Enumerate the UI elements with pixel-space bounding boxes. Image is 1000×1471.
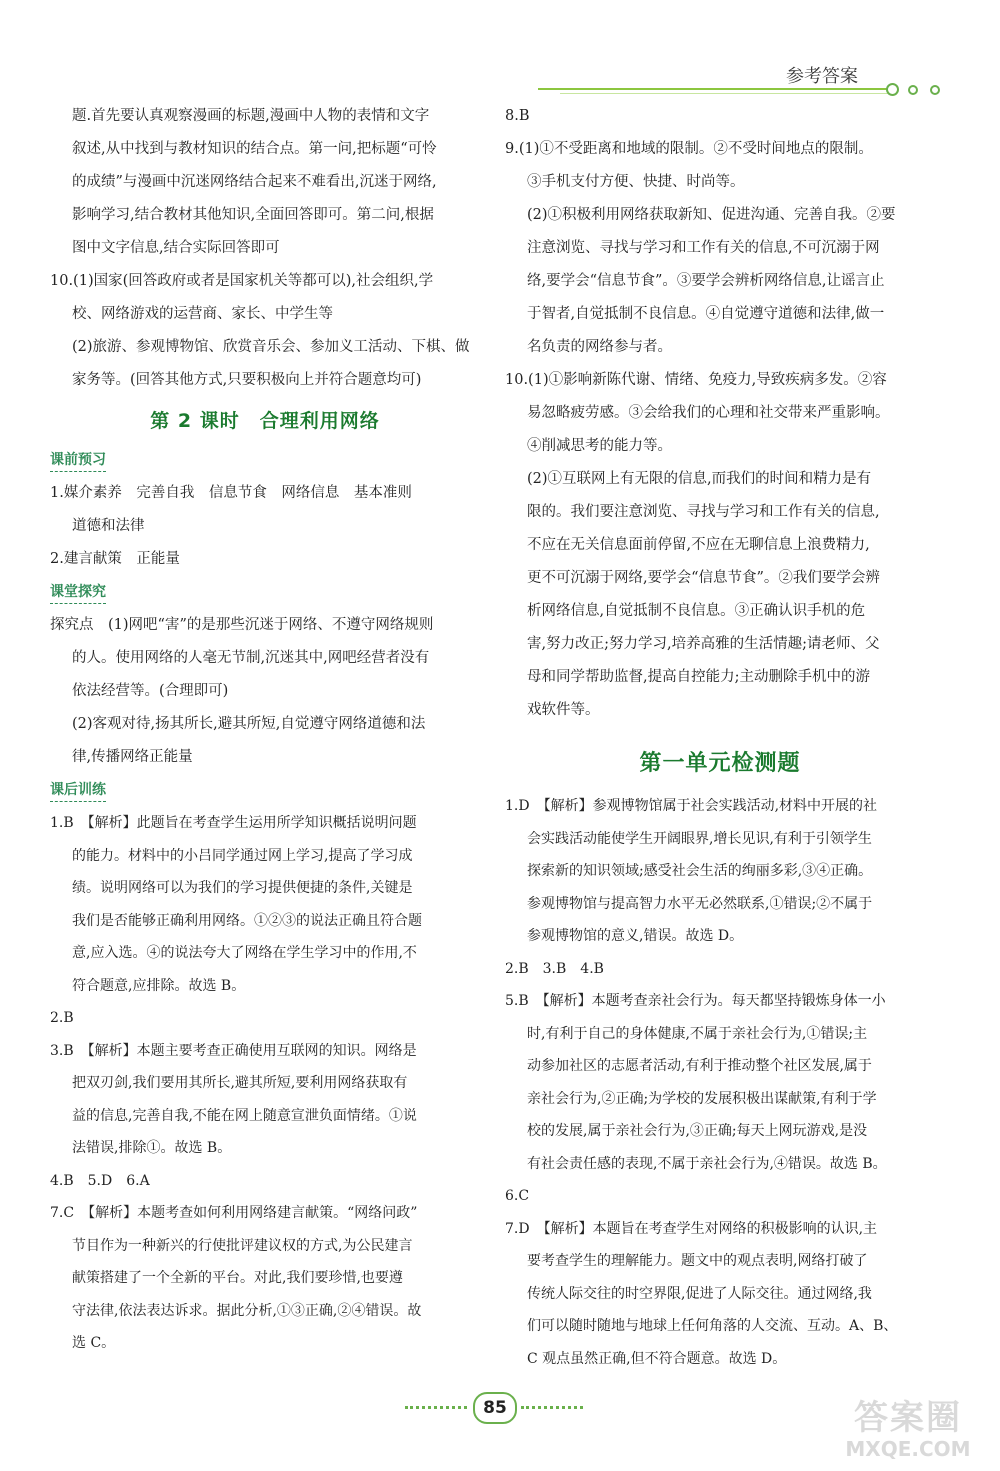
text-line: 校的发展,属于亲社会行为,③正确;每天上网玩游戏,是没 <box>527 1123 868 1139</box>
text-line: 律,传播网络正能量 <box>72 749 193 765</box>
text-line: 的成绩”与漫画中沉迷网络结合起来不难看出,沉迷于网络, <box>72 174 437 190</box>
text-line: 把双刃剑,我们要用其所长,避其所短,要利用网络获取有 <box>72 1075 408 1091</box>
text-line: 注意浏览、寻找与学习和工作有关的信息,不可沉溺于网 <box>527 240 880 256</box>
text-line: 传统人际交往的时空界限,促进了人际交往。通过网络,我 <box>527 1285 872 1302</box>
page-header-title: 参考答案 <box>786 66 858 87</box>
text-line: 参观博物馆的意义,错误。故选 D。 <box>527 928 744 944</box>
header-rule-secondary <box>560 93 890 94</box>
text-line: 有社会责任感的表现,不属于亲社会行为,④错误。故选 B。 <box>527 1155 887 1172</box>
text-line: 名负责的网络参与者。 <box>527 339 672 355</box>
text-line: 绩。说明网络可以为我们的学习提供便捷的条件,关键是 <box>72 880 413 896</box>
header-ornament-dot <box>930 85 940 95</box>
subsection-label-after: 课后训练 <box>50 779 106 802</box>
text-line: ③手机支付方便、快捷、时尚等。 <box>527 174 745 190</box>
subsection-label-class: 课堂探究 <box>50 581 106 604</box>
footer-dotted-rule <box>521 1406 583 1409</box>
right-column <box>505 100 935 1375</box>
intro-block <box>50 100 480 265</box>
text-line: 不应在无关信息面前停留,不应在无聊信息上浪费精力, <box>527 537 870 553</box>
text-line: 校、网络游戏的运营商、家长、中学生等 <box>72 306 333 322</box>
text-line: 节目作为一种新兴的行使批评建议权的方式,为公民建言 <box>72 1237 413 1254</box>
text-line: 戏软件等。 <box>527 702 600 718</box>
page-number: 85 <box>473 1392 517 1424</box>
text-line: 符合题意,应排除。故选 B。 <box>72 977 246 994</box>
text-line: C 观点虽然正确,但不符合题意。故选 D。 <box>527 1350 787 1367</box>
text-line: 母和同学帮助监督,提高自控能力;主动删除手机中的游 <box>527 669 870 685</box>
text-line: (2)客观对待,扬其所长,避其所短,自觉遵守网络道德和法 <box>72 716 426 732</box>
text-line: 动参加社区的志愿者活动,有利于推动整个社区发展,属于 <box>527 1058 872 1074</box>
left-column <box>50 100 480 1360</box>
text-line: 参观博物馆与提高智力水平无必然联系,①错误;②不属于 <box>527 895 873 912</box>
text-line: 的能力。材料中的小吕同学通过网上学习,提高了学习成 <box>72 847 413 864</box>
text-line: (2)旅游、参观博物馆、欣赏音乐会、参加义工活动、下棋、做 <box>72 339 470 355</box>
text-line: 探究点 (1)网吧“害”的是那些沉迷于网络、不遵守网络规则 <box>50 617 434 633</box>
text-line: 守法律,依法表达诉求。据此分析,①③正确,②④错误。故 <box>72 1302 422 1319</box>
text-line: 题.首先要认真观察漫画的标题,漫画中人物的表情和文字 <box>72 108 430 124</box>
text-line: 10.(1)国家(回答政府或者是国家机关等都可以),社会组织,学 <box>50 273 434 289</box>
subsection-label-preview: 课前预习 <box>50 449 106 472</box>
text-line: 要考查学生的理解能力。题文中的观点表明,网络打破了 <box>527 1253 868 1269</box>
text-line: 2.建言献策 正能量 <box>50 551 180 567</box>
text-line: 1.媒介素养 完善自我 信息节食 网络信息 基本准则 <box>50 485 412 501</box>
watermark-url: MXQE.COM <box>845 1437 971 1461</box>
text-line: 时,有利于自己的身体健康,不属于亲社会行为,①错误;主 <box>527 1025 868 1042</box>
text-line: 限的。我们要注意浏览、寻找与学习和工作有关的信息, <box>527 504 880 520</box>
text-line: 5.B 【解析】本题考查亲社会行为。每天都坚持锻炼身体一小 <box>505 993 886 1009</box>
text-line: 依法经营等。(合理即可) <box>72 683 229 699</box>
header-ornament-dot <box>908 85 918 95</box>
text-line: 更不可沉溺于网络,要学会“信息节食”。②我们要学会辨 <box>527 570 880 586</box>
text-line: (2)①互联网上有无限的信息,而我们的时间和精力是有 <box>527 471 872 487</box>
watermark-text: 答案圈 <box>854 1398 962 1438</box>
text-line: 影响学习,结合教材其他知识,全面回答即可。第二问,根据 <box>72 207 434 223</box>
text-line: 家务等。(回答其他方式,只要积极向上并符合题意均可) <box>72 372 422 388</box>
text-line: 叙述,从中找到与教材知识的结合点。第一问,把标题“可怜 <box>72 141 437 157</box>
text-line: (2)①积极利用网络获取新知、促进沟通、完善自我。②要 <box>527 207 896 223</box>
answers-8-10-block <box>505 100 935 727</box>
section-title: 第一单元检测题 <box>639 751 801 776</box>
answer-10-block <box>50 265 480 397</box>
text-line: 6.C <box>505 1188 530 1204</box>
text-line: 2.B 3.B 4.B <box>505 960 604 977</box>
text-line: ④削减思考的能力等。 <box>527 438 672 454</box>
text-line: 1.B 【解析】此题旨在考查学生运用所学知识概括说明问题 <box>50 815 417 831</box>
text-line: 9.(1)①不受距离和地域的限制。②不受时间地点的限制。 <box>505 141 873 157</box>
text-line: 我们是否能够正确利用网络。①②③的说法正确且符合题 <box>72 912 422 929</box>
text-line: 献策搭建了一个全新的平台。对此,我们要珍惜,也要遵 <box>72 1270 403 1286</box>
text-line: 法错误,排除①。故选 B。 <box>72 1140 232 1156</box>
header-rule <box>538 88 888 90</box>
text-line: 易忽略疲劳感。③会给我们的心理和社交带来严重影响。 <box>527 405 890 421</box>
unit-test-block <box>505 790 935 1375</box>
text-line: 7.D 【解析】本题旨在考查学生对网络的积极影响的认识,主 <box>505 1220 878 1237</box>
text-line: 益的信息,完善自我,不能在网上随意宣泄负面情绪。①说 <box>72 1107 417 1124</box>
text-line: 的人。使用网络的人毫无节制,沉迷其中,网吧经营者没有 <box>72 650 430 666</box>
text-line: 析网络信息,自觉抵制不良信息。③正确认识手机的危 <box>527 603 866 619</box>
text-line: 3.B 【解析】本题主要考查正确使用互联网的知识。网络是 <box>50 1042 417 1059</box>
text-line: 害,努力改正;努力学习,培养高雅的生活情趣;请老师、父 <box>527 636 880 652</box>
text-line: 2.B <box>50 1010 74 1026</box>
watermark-logo <box>828 1398 988 1464</box>
text-line: 10.(1)①影响新陈代谢、情绪、免疫力,导致疾病多发。②容 <box>505 372 887 388</box>
text-line: 选 C。 <box>72 1335 116 1351</box>
section-title: 第 2 课时 合理利用网络 <box>150 410 380 432</box>
text-line: 络,要学会“信息节食”。③要学会辨析网络信息,让谣言止 <box>527 273 885 289</box>
text-line: 7.C 【解析】本题考查如何利用网络建言献策。“网络问政” <box>50 1205 418 1221</box>
text-line: 1.D 【解析】参观博物馆属于社会实践活动,材料中开展的社 <box>505 798 878 814</box>
text-line: 道德和法律 <box>72 518 145 534</box>
text-line: 们可以随时随地与地球上任何角落的人交流、互动。A、B、 <box>527 1318 898 1334</box>
header-ornament-dot <box>886 83 899 96</box>
text-line: 意,应入选。④的说法夸大了网络在学生学习中的作用,不 <box>72 945 417 961</box>
after-class-block <box>50 807 480 1360</box>
text-line: 于智者,自觉抵制不良信息。④自觉遵守道德和法律,做一 <box>527 306 885 322</box>
text-line: 亲社会行为,②正确;为学校的发展积极出谋献策,有利于学 <box>527 1090 877 1107</box>
text-line: 4.B 5.D 6.A <box>50 1172 150 1189</box>
text-line: 探索新的知识领域;感受社会生活的绚丽多彩,③④正确。 <box>527 863 873 879</box>
text-line: 8.B <box>505 108 530 124</box>
footer-dotted-rule <box>405 1406 467 1409</box>
text-line: 图中文字信息,结合实际回答即可 <box>72 240 280 256</box>
text-line: 会实践活动能使学生开阔眼界,增长见识,有利于引领学生 <box>527 830 872 847</box>
